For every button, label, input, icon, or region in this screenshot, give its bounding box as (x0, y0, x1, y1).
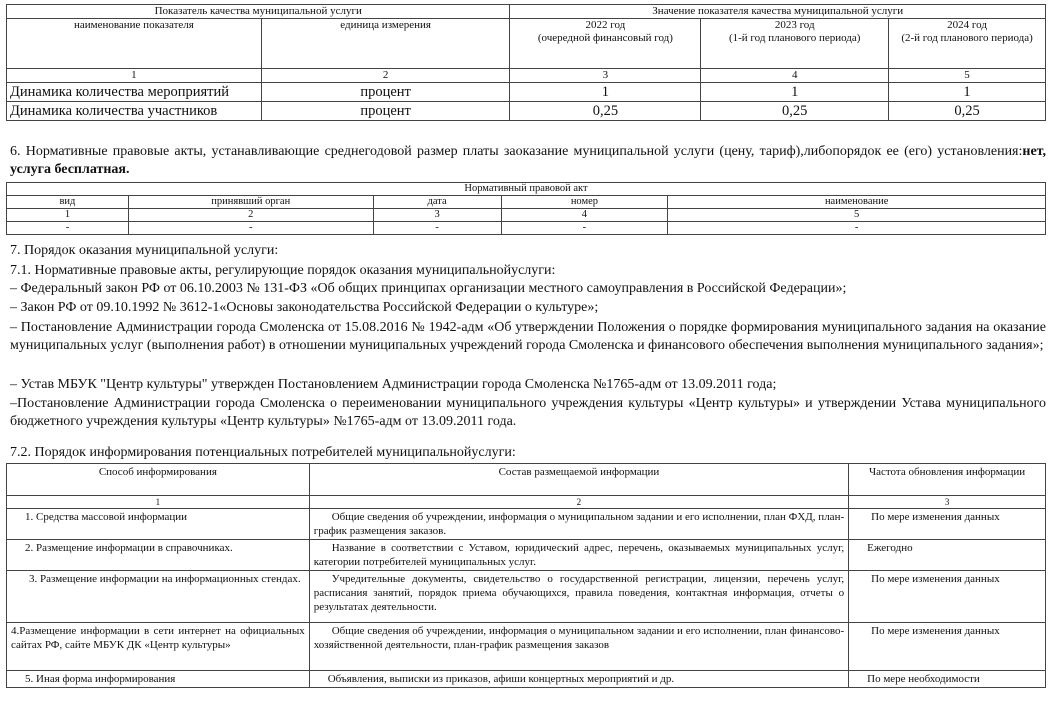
section-6-text: 6. Нормативные правовые акты, устанавливающие среднегодовой размер платы заоказание муниципальной услуги (цену, тариф),либопорядок ее (его) установления:нет, услуга бесплатная. (10, 144, 1046, 177)
table-row: Динамика количества мероприятий процент 1 1 1 (7, 83, 1046, 102)
header-value-group: Значение показателя качества муниципальной услуги (510, 5, 1046, 19)
table-row: 2. Размещение информации в справочниках. Название в соответствии с Уставом, юридический адрес, перечень, оказываемых муниципальных услуг, категории потребителей муниципальных услуг. Ежегодно (7, 540, 1046, 571)
col-number: 2 (309, 496, 848, 509)
legal-act-table (6, 182, 1046, 235)
header-indicator-name: наименование показателя (7, 19, 262, 69)
header-indicator-group: Показатель качества муниципальной услуги (7, 5, 510, 19)
table-row: 5. Иная форма информирования Объявления, выписки из приказов, афиши концертных мероприятий и др. По мере необходимости (7, 671, 1046, 688)
col-number: 2 (128, 209, 373, 222)
col-header: Частота обновления информации (849, 464, 1046, 496)
col-number: 5 (668, 209, 1046, 222)
law-item: – Закон РФ от 09.10.1992 № 3612-1«Основы законодательства Российской Федерации о культуре»; (10, 300, 599, 315)
header-year-2024: 2024 год (2-й год планового периода) (889, 19, 1046, 69)
col-header: Способ информирования (7, 464, 310, 496)
law-item: – Федеральный закон РФ от 06.10.2003 № 131-ФЗ «Об общих принципах организации местного самоуправления в Российской Федерации»; (10, 281, 847, 296)
col-header: дата (373, 196, 501, 209)
legal-act-header: Нормативный правовой акт (7, 183, 1046, 196)
col-number: 2 (261, 69, 510, 83)
table-row: 3. Размещение информации на информационных стендах. Учредительные документы, свидетельство о государственной регистрации, лицензии, перечень услуг, расписания занятий, порядок приема обучающихся, правила поведения, контактная информация, отчеты о результатах деятельности. По мере изменения данных (7, 571, 1046, 623)
table-row: - - - - - (7, 222, 1046, 235)
header-unit: единица измерения (261, 19, 510, 69)
header-year-2023: 2023 год (1-й год планового периода) (701, 19, 889, 69)
col-number: 1 (7, 209, 129, 222)
col-header: вид (7, 196, 129, 209)
col-header: наименование (668, 196, 1046, 209)
table-row: Динамика количества участников процент 0,25 0,25 0,25 (7, 102, 1046, 121)
col-number: 5 (889, 69, 1046, 83)
informing-table (6, 463, 1046, 688)
col-number: 1 (7, 69, 262, 83)
table-row: 4.Размещение информации в сети интернет на официальных сайтах РФ, сайте МБУК ДК «Центр культуры» Общие сведения об учреждении, информация о муниципальном задании и его исполнении, план финансово-хозяйственной деятельности, план-график размещения заказов По мере изменения данных (7, 623, 1046, 671)
col-number: 1 (7, 496, 310, 509)
col-number: 3 (510, 69, 701, 83)
section-7-1-title: 7.1. Нормативные правовые акты, регулирующие порядок оказания муниципальнойуслуги: (10, 263, 556, 278)
col-number: 4 (501, 209, 668, 222)
table-row: 1. Средства массовой информации Общие сведения об учреждении, информация о муниципальном задании и его исполнении, план ФХД, план-график размещения заказов. По мере изменения данных (7, 509, 1046, 540)
section-7-title: 7. Порядок оказания муниципальной услуги: (10, 243, 279, 258)
section-7-2-title: 7.2. Порядок информирования потенциальных потребителей муниципальнойуслуги: (10, 445, 516, 460)
law-item: – Устав МБУК "Центр культуры" утвержден Постановлением Администрации города Смоленска №1765-адм от 13.09.2011 года; (10, 377, 777, 392)
col-number: 3 (373, 209, 501, 222)
header-year-2022: 2022 год (очередной финансовый год) (510, 19, 701, 69)
quality-indicators-table (6, 4, 1046, 121)
col-header: номер (501, 196, 668, 209)
law-item: – Постановление Администрации города Смоленска от 15.08.2016 № 1942-адм «Об утверждении Положения о порядке формирования муниципального задания на оказание муниципальных услуг (выполнения работ) в отношении муниципальных учреждений города Смоленска и финансового обеспечения выполнения муниципального задания»; (10, 320, 1046, 353)
col-header: Состав размещаемой информации (309, 464, 848, 496)
law-item: –Постановление Администрации города Смоленска о переименовании муниципального учреждения культуры «Центр культуры» и утверждении Устава муниципального бюджетного учреждения культуры «Центр культуры» №1765-адм от 13.09.2011 года. (10, 396, 1046, 429)
col-header: принявший орган (128, 196, 373, 209)
col-number: 4 (701, 69, 889, 83)
col-number: 3 (849, 496, 1046, 509)
